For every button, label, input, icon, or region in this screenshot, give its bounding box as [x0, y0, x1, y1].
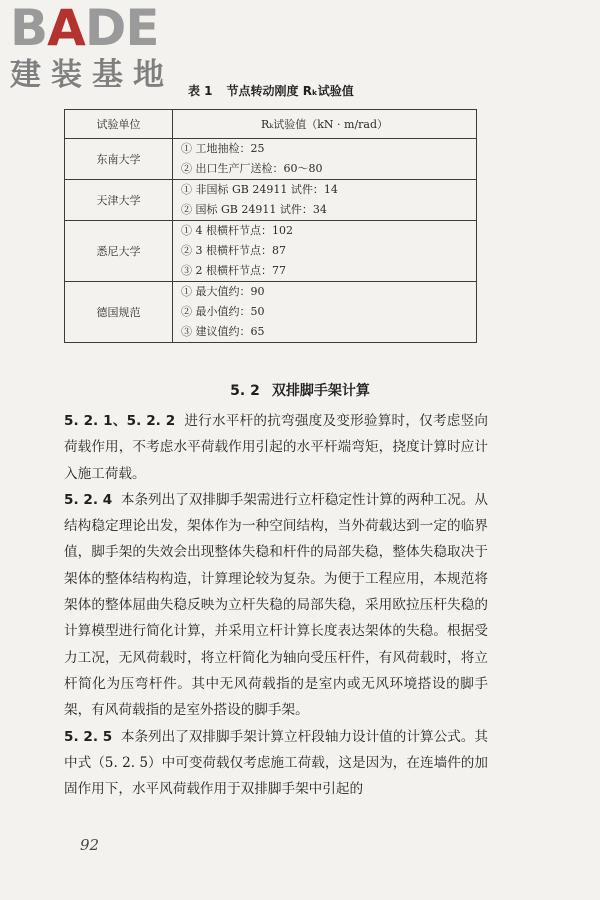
- table-row: [65, 139, 477, 180]
- clause-paragraph: [64, 408, 488, 487]
- table-row: [65, 180, 477, 221]
- row-unit: 悉尼大学: [65, 221, 173, 282]
- row-values: [173, 282, 477, 343]
- row-unit: 东南大学: [65, 139, 173, 180]
- value-line: ② 国标 GB 24911 试件：34: [181, 203, 327, 216]
- clause-paragraph: [64, 487, 488, 724]
- value-line: ② 最小值约：50: [181, 305, 265, 318]
- table-row: [65, 282, 477, 343]
- value-line: ① 非国标 GB 24911 试件：14: [181, 183, 338, 196]
- clause-number: 5. 2. 4: [64, 491, 113, 508]
- value-line: ③ 建议值约：65: [181, 325, 265, 338]
- logo-chinese-text: 建装基地: [10, 57, 174, 93]
- section-title-text: 双排脚手架计算: [271, 383, 370, 399]
- section-number: 5. 2: [230, 383, 260, 399]
- value-line: ① 最大值约：90: [181, 285, 265, 298]
- clause-number: 5. 2. 5: [64, 728, 113, 745]
- header-unit: 试验单位: [65, 110, 173, 139]
- clause-text: 本条列出了双排脚手架需进行立杆稳定性计算的两种工况。从结构稳定理论出发，架体作为一种空间结构，当外荷载达到一定的临界值，脚手架的失效会出现整体失稳和杆件的局部失稳，整体失稳取决于架体的整体结构构造，计算理论较为复杂。为便于工程应用，本规范将架体的整体屈曲失稳反映为立杆失稳的局部失稳，采用欧拉压杆失稳的计算模型进行简化计算，并采用立杆计算长度表达架体的失稳。根据受力工况，无风荷载时，将立杆简化为轴向受压杆件，有风荷载时，将立杆简化为压弯杆件。其中无风荷载指的是室内或无风环境搭设的脚手架，有风荷载指的是室外搭设的脚手架。: [64, 491, 488, 719]
- page-number: 92: [80, 836, 100, 854]
- value-line: ① 4 根横杆节点：102: [181, 224, 293, 237]
- body-text: [64, 408, 488, 802]
- value-line: ② 出口生产厂送检：60～80: [181, 162, 323, 175]
- table-title-number: 表 1: [188, 84, 213, 98]
- clause-paragraph: [64, 724, 488, 803]
- row-values: [173, 180, 477, 221]
- stiffness-table: [64, 109, 477, 343]
- section-heading: [0, 380, 600, 400]
- clause-text: 进行水平杆的抗弯强度及变形验算时，仅考虑竖向荷载作用，不考虑水平荷载作用引起的水平杆端弯矩，挠度计算时应计入施工荷载。: [64, 413, 488, 482]
- row-unit: 天津大学: [65, 180, 173, 221]
- row-unit: 德国规范: [65, 282, 173, 343]
- row-values: [173, 221, 477, 282]
- table-header-row: [65, 110, 477, 139]
- table-row: [65, 221, 477, 282]
- table-title-text: 节点转动刚度 Rₖ试验值: [226, 84, 354, 98]
- value-line: ② 3 根横杆节点：87: [181, 244, 286, 257]
- row-values: [173, 139, 477, 180]
- value-line: ③ 2 根横杆节点：77: [181, 264, 286, 277]
- header-values: Rₖ试验值（kN · m/rad）: [173, 110, 477, 139]
- value-line: ① 工地抽检：25: [181, 142, 265, 155]
- bade-logo: [10, 2, 185, 92]
- logo-wordmark: BADE: [10, 0, 159, 57]
- table-title: [188, 82, 448, 99]
- clause-number: 5. 2. 1、5. 2. 2: [64, 413, 176, 429]
- clause-text: 本条列出了双排脚手架计算立杆段轴力设计值的计算公式。其中式（5. 2. 5）中可变荷载仅考虑施工荷载，这是因为，在连墙件的加固作用下，水平风荷载作用于双排脚手架中引起的: [64, 728, 488, 798]
